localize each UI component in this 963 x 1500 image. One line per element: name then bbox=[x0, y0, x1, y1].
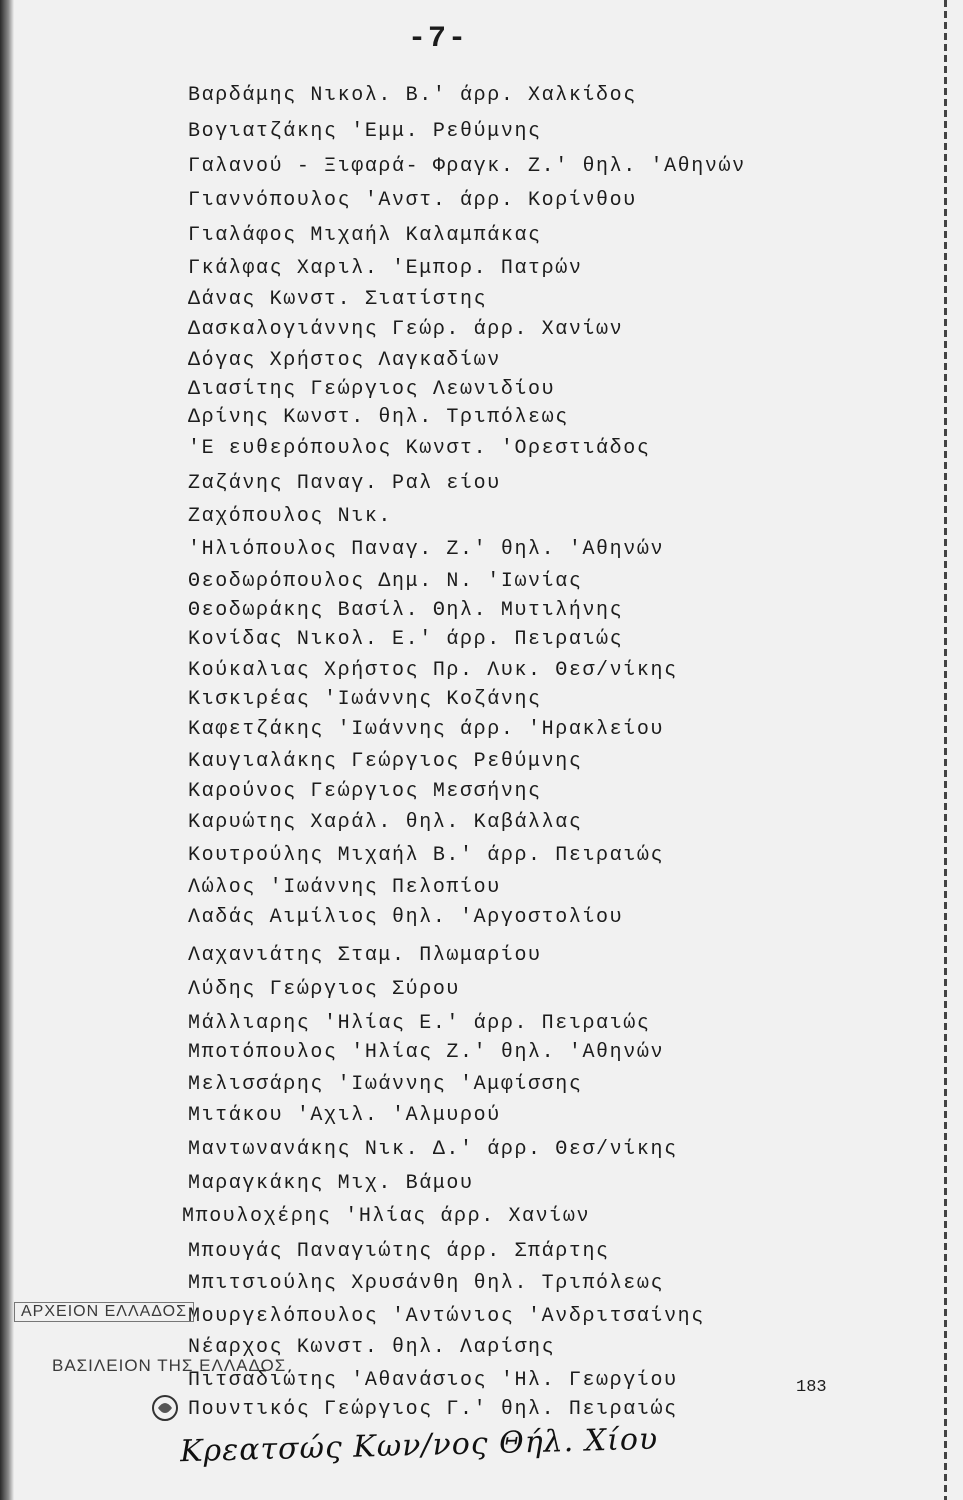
list-item: Κισκιρέας 'Ιωάννης Κοζάνης bbox=[188, 688, 542, 711]
list-item: Μιτάκου 'Αχιλ. 'Αλμυρού bbox=[188, 1104, 501, 1127]
list-item: Ζαζάνης Παναγ. Ραλ είου bbox=[188, 472, 501, 495]
list-item: Καφετζάκης 'Ιωάννης άρρ. 'Ηρακλείου bbox=[188, 718, 665, 741]
list-item: Κονίδας Νικολ. Ε.' άρρ. Πειραιώς bbox=[188, 628, 624, 651]
list-item: Βαρδάμης Νικολ. Β.' άρρ. Χαλκίδος bbox=[188, 84, 637, 107]
archive-stamp: ΑΡΧΕΙΟΝ ΕΛΛΑΔΟΣ bbox=[14, 1302, 194, 1322]
list-item: Λαδάς Αιμίλιος θηλ. 'Αργοστολίου bbox=[188, 906, 624, 929]
seal-icon bbox=[150, 1393, 180, 1423]
list-item: Μπιτσιούλης Χρυσάνθη θηλ. Τριπόλεως bbox=[188, 1272, 665, 1295]
list-item: Μπουλοχέρης 'Ηλίας άρρ. Χανίων bbox=[182, 1205, 591, 1228]
list-item: Μάλλιαρης 'Ηλίας Ε.' άρρ. Πειραιώς bbox=[188, 1012, 651, 1035]
list-item: Γαλανού - Ξιφαρά- Φραγκ. Ζ.' θηλ. 'Αθηνών bbox=[188, 155, 746, 178]
list-item: Δρίνης Κωνστ. θηλ. Τριπόλεως bbox=[188, 406, 569, 429]
list-item: Μελισσάρης 'Ιωάννης 'Αμφίσσης bbox=[188, 1073, 583, 1096]
list-item: Πιτσαδιώτης 'Αθανάσιος 'Ηλ. Γεωργίου bbox=[188, 1369, 678, 1392]
list-item: Μποτόπουλος 'Ηλίας Ζ.' θηλ. 'Αθηνών bbox=[188, 1041, 665, 1064]
list-item: Βογιατζάκης 'Εμμ. Ρεθύμνης bbox=[188, 120, 542, 143]
folio-number: 183 bbox=[796, 1378, 827, 1397]
list-item: Λαχανιάτης Σταμ. Πλωμαρίου bbox=[188, 944, 542, 967]
list-item: Μουργελόπουλος 'Αντώνιος 'Ανδριτσαίνης bbox=[188, 1305, 705, 1328]
list-item: Δασκαλογιάννης Γεώρ. άρρ. Χανίων bbox=[188, 318, 624, 341]
list-item: Λώλος 'Ιωάννης Πελοπίου bbox=[188, 876, 501, 899]
list-item: Πουντικός Γεώργιος Γ.' θηλ. Πειραιώς bbox=[188, 1398, 678, 1421]
scan-edge-shadow bbox=[0, 0, 14, 1500]
list-item: 'Ε ευθερόπουλος Κωνστ. 'Ορεστιάδος bbox=[188, 437, 651, 460]
list-item: Δόγας Χρήστος Λαγκαδίων bbox=[188, 349, 501, 372]
list-item: Θεοδωράκης Βασίλ. Θηλ. Μυτιλήνης bbox=[188, 599, 624, 622]
list-item: Δάνας Κωνστ. Σιατίστης bbox=[188, 288, 488, 311]
list-item: Διασίτης Γεώργιος Λεωνιδίου bbox=[188, 378, 556, 401]
list-item: Γκάλφας Χαριλ. 'Εμπορ. Πατρών bbox=[188, 257, 583, 280]
list-item: Γιαλάφος Μιχαήλ Καλαμπάκας bbox=[188, 224, 542, 247]
list-item: Μαντωνανάκης Νικ. Δ.' άρρ. Θεσ/νίκης bbox=[188, 1138, 678, 1161]
archive-stamp-caption: ΒΑΣΙΛΕΙΟΝ ΤΗΣ ΕΛΛΑΔΟΣ bbox=[52, 1356, 287, 1375]
list-item: Καυγιαλάκης Γεώργιος Ρεθύμνης bbox=[188, 750, 583, 773]
perforated-margin-line bbox=[944, 0, 947, 1500]
list-item: Καρυώτης Χαράλ. θηλ. Καβάλλας bbox=[188, 811, 583, 834]
list-item: Μπουγάς Παναγιώτης άρρ. Σπάρτης bbox=[188, 1240, 610, 1263]
list-item: Κουτρούλης Μιχαήλ Β.' άρρ. Πειραιώς bbox=[188, 844, 665, 867]
page-number: -7- bbox=[408, 22, 469, 56]
list-item: Καρούνος Γεώργιος Μεσσήνης bbox=[188, 780, 542, 803]
list-item: Μαραγκάκης Μιχ. Βάμου bbox=[188, 1172, 474, 1195]
list-item: Κούκαλιας Χρήστος Πρ. Λυκ. Θεσ/νίκης bbox=[188, 659, 678, 682]
list-item: Λύδης Γεώργιος Σύρου bbox=[188, 978, 461, 1001]
handwritten-entry: Κρεατσώς Κων/νος Θήλ. Χίου bbox=[179, 1421, 659, 1470]
list-item: 'Ηλιόπουλος Παναγ. Ζ.' θηλ. 'Αθηνών bbox=[188, 538, 665, 561]
list-item: Νέαρχος Κωνστ. θηλ. Λαρίσης bbox=[188, 1336, 556, 1359]
list-item: Γιαννόπουλος 'Ανστ. άρρ. Κορίνθου bbox=[188, 189, 637, 212]
list-item: Ζαχόπουλος Νικ. bbox=[188, 505, 393, 528]
list-item: Θεοδωρόπουλος Δημ. Ν. 'Ιωνίας bbox=[188, 570, 583, 593]
